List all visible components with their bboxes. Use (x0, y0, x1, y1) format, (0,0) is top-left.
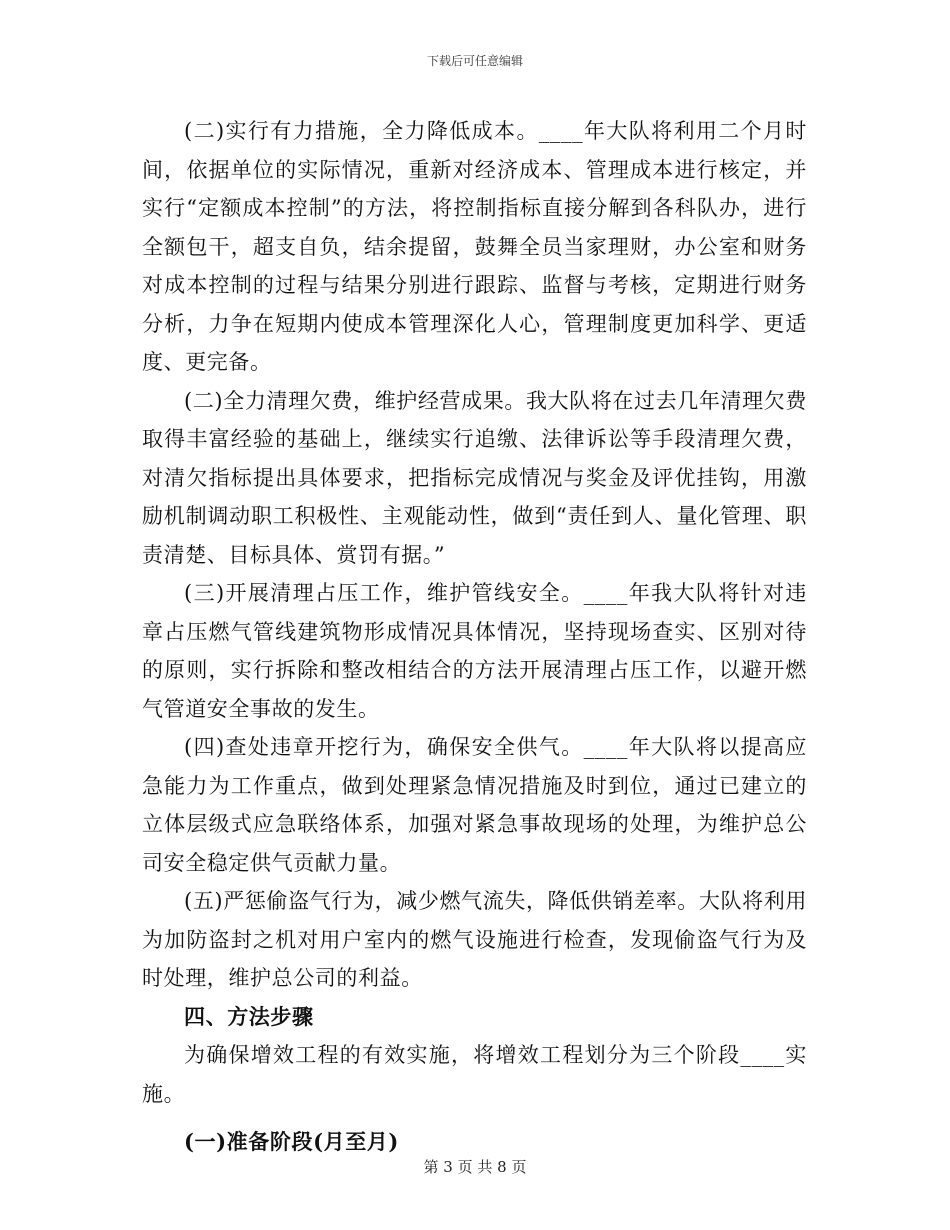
paragraph-arrears-clearance: (二)全力清理欠费，维护经营成果。我大队将在过去几年清理欠费取得丰富经验的基础上，继续实行追缴、法律诉讼等手段清理欠费，对清欠指标提出具体要求，把指标完成情况与奖金及评优挂钩，用激励机制调动职工积极性、主观能动性，做到“责任到人、量化管理、职责清楚、目标具体、赏罚有据。” (142, 388, 807, 567)
paragraph-three-stages: 为确保增效工程的有效实施，将增效工程划分为三个阶段____实施。 (142, 1043, 807, 1106)
section-heading-method-steps: 四、方法步骤 (184, 1003, 314, 1029)
paragraph-gas-theft: (五)严惩偷盗气行为，减少燃气流失，降低供销差率。大队将利用为加防盗封之机对用户室内的燃气设施进行检查，发现偷盗气行为及时处理，维护总公司的利益。 (142, 889, 807, 990)
page-header: 下载后可任意编辑 (426, 54, 523, 68)
paragraph-cost-reduction: (二)实行有力措施，全力降低成本。____年大队将利用二个月时间，依据单位的实际情况，重新对经济成本、管理成本进行核定，并实行“定额成本控制”的方法，将控制指标直接分解到各科队办，进行全额包干，超支自负，结余提留，鼓舞全员当家理财，办公室和财务对成本控制的过程与结果分别进行跟踪、监督与考核，定期进行财务分析，力争在短期内使成本管理深化人心，管理制度更加科学、更适度、更完备。 (142, 119, 807, 374)
document-body (142, 112, 807, 1162)
paragraph-occupation-clearance: (三)开展清理占压工作，维护管线安全。____年我大队将针对违章占压燃气管线建筑物形成情况具体情况，坚持现场查实、区别对待的原则，实行拆除和整改相结合的方法开展清理占压工作，以避开燃气管道安全事故的发生。 (142, 581, 807, 721)
subheading-preparation-stage: (一)准备阶段(月至月) (184, 1129, 399, 1154)
paragraph-illegal-excavation: (四)查处违章开挖行为，确保安全供气。____年大队将以提高应急能力为工作重点，做到处理紧急情况措施及时到位，通过已建立的立体层级式应急联络体系，加强对紧急事故现场的处理，为维护总公司安全稳定供气贡献力量。 (142, 735, 807, 875)
page-footer: 第 3 页 共 8 页 (423, 1158, 527, 1176)
